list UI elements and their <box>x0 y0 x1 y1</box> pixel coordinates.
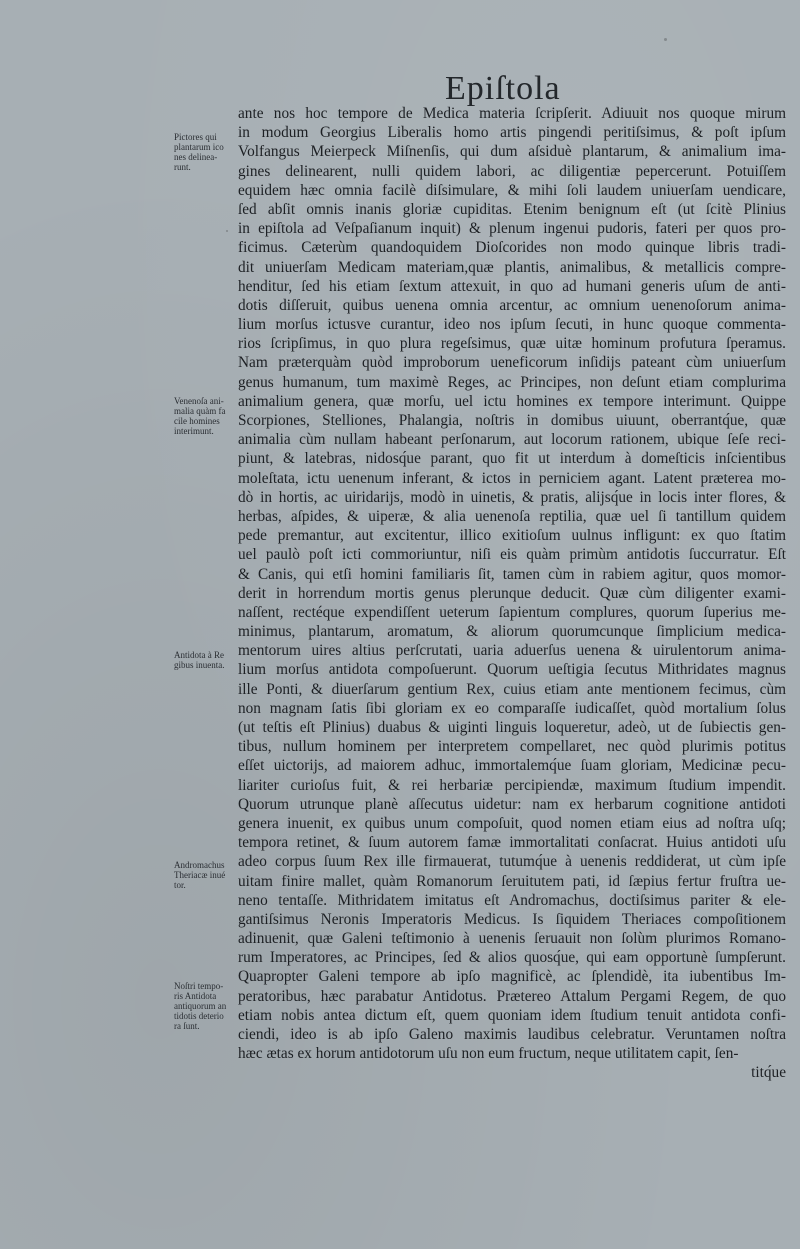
margin-note-line: malia quàm fa <box>174 406 226 416</box>
catchword: titq́ue <box>751 1064 786 1082</box>
margin-note-andromachus <box>174 860 236 890</box>
margin-note-line: Venenoſa ani- <box>174 396 224 406</box>
text-line: in modum Georgius Liberalis homo artis pingendi peritiſsimus, & poſt ipſum <box>238 124 786 142</box>
text-line: lium morſus antidota compoſuerunt. Quorum ueſtigia ſecutus Mithridates magnus <box>238 661 786 679</box>
text-line: derit in horrendum mortis genus plerunque deducit. Quæ cùm diligenter exami- <box>238 584 786 602</box>
text-line: adinuenit, quæ Galeni teſtimonio à uenenis ſeruauit non ſolùm plurimos Romano- <box>238 930 786 948</box>
text-line: pede premantur, aut excitentur, illico exitioſum uulnus infligunt: ex quo ſtatim <box>238 527 786 545</box>
text-line: piunt, & latebras, nidosq́ue parant, quo fit ut interdum à domeſticis inſcientibus <box>238 450 786 468</box>
text-line: tempora retinet, & ſuum autorem famæ immortalitati conſacrat. Huius antidoti uſu <box>238 834 786 852</box>
text-line: & Canis, qui etſi homini familiaris ſit, tamen cùm in rabiem agitur, quos momor- <box>238 565 786 583</box>
body-text <box>238 104 786 1083</box>
text-line: dò in hortis, ac uiridarijs, modò in uinetis, & pratis, alijsq́ue in locis inter flores, & <box>238 488 786 506</box>
margin-note-line: Pictores qui <box>174 132 217 142</box>
text-line: hæc ætas ex horum antidotorum uſu non eum fructum, neque utilitatem capit, ſen- <box>238 1045 739 1063</box>
text-line: etiam nobis antea dictum eſt, quem quoniam idem ſtudium tenuit antidota confi- <box>238 1006 786 1024</box>
text-line: Quorum utrunque planè aſſecutus uidetur: nam ex herbarum cognitione antidoti <box>238 795 786 813</box>
text-line: ficimus. Cæterùm quandoquidem Dioſcorides non modo quinque libris tradi- <box>238 239 786 257</box>
text-line: ſed abſit omnis inanis gloriæ cupiditas. Etenim benignum eſt (ut ſcitè Plinius <box>238 200 786 218</box>
text-line: animalia cùm nullam habeant perſonarum, aut locorum rationem, ubique ſeſe reci- <box>238 431 786 449</box>
margin-note-line: ris Antidota <box>174 991 217 1001</box>
text-line: lium morſus ictusve curantur, ideo nos ipſum ſecuti, in hunc quoque commenta- <box>238 316 786 334</box>
margin-note-line: tidotis deterio <box>174 1011 224 1021</box>
margin-note-line: nes delinea- <box>174 152 218 162</box>
paper-speck <box>226 230 228 232</box>
margin-note-painters <box>174 132 236 172</box>
margin-note-line: Andromachus <box>174 860 225 870</box>
text-line: naſſent, rectéque expendiſſent ueterum ſapientum complures, quorum ſuperius me- <box>238 603 786 621</box>
text-line: genus humanum, tum maximè Reges, ac Principes, non deſunt etiam complurima <box>238 373 786 391</box>
text-line: henditur, ſed his etiam ſextum attexuit, in quo ad humani generis uſum de anti- <box>238 277 786 295</box>
text-line: uitam finire mallet, quàm Romanorum ſeruitutem pati, id ſæpius fertur fruſtra ue- <box>238 872 786 890</box>
text-line: rum Imperatores, ac Principes, ſed & alios quosq́ue, qui eam opportunè ſumpſerunt. <box>238 949 786 967</box>
margin-note-venomous-animals <box>174 396 236 436</box>
paper-speck <box>664 38 667 41</box>
text-line: ille Ponti, & diuerſarum gentium Rex, cuius etiam ante mentionem fecimus, cùm <box>238 680 786 698</box>
text-line: dotis diſſeruit, quibus uenena omnia arcentur, ac omnium uenenoſorum anima- <box>238 296 786 314</box>
margin-note-antidotes-kings <box>174 650 236 670</box>
text-line: Quapropter Galeni tempore ab ipſo magnificè, ac ſplendidè, ita iubentibus Im- <box>238 968 786 986</box>
margin-note-line: gibus inuenta. <box>174 660 225 670</box>
text-line: eſſet uictorijs, ad maiorem adhuc, immortalemq́ue ſuam gloriam, Medicinæ pecu- <box>238 757 786 775</box>
text-line: tibus, nullum hominem per interpretem compellaret, nec quòd plurimis potitus <box>238 738 786 756</box>
margin-note-line: Noſtri tempo- <box>174 981 224 991</box>
margin-note-line: tor. <box>174 880 186 890</box>
running-head: Epiſtola <box>445 70 561 107</box>
text-line: dit uniuerſam Medicam materiam,quæ plantis, animalibus, & metallicis compre- <box>238 258 786 276</box>
text-line: ante nos hoc tempore de Medica materia ſcripſerit. Adiuuit nos quoque mirum <box>238 105 786 122</box>
text-line: genera inuenit, ex quibus unum compoſuit, quod nomen etiam eius ad noſtra uſq; <box>238 814 786 832</box>
text-line: animalium genera, quæ morſu, uel ictu homines ex tempore interimunt. Quippe <box>238 392 786 410</box>
text-line: neno tentaſſe. Mithridatem imitatus eſt Andromachus, doctiſsimus pariter & ele- <box>238 891 786 909</box>
margin-note-modern-antidotes <box>174 981 236 1031</box>
text-line: ciendi, ideo is ab ipſo Galeno maximis laudibus celebratur. Veruntamen noſtra <box>238 1026 786 1043</box>
margin-note-line: Theriacæ inué <box>174 870 226 880</box>
text-line: in epiſtola ad Veſpaſianum inquit) & plenum ingenui pudoris, fateri per quos pro- <box>238 220 786 238</box>
text-line: minimus, plantarum, aromatum, & aliorum quorumcunque ſimplicium medica- <box>238 623 786 641</box>
text-line: equidem hæc omnia facilè diſsimulare, & mihi ſoli laudem uniuerſam uendicare, <box>238 181 786 199</box>
text-line: Volfangus Meierpeck Miſnenſis, qui dum aſsiduè plantarum, & animalium ima- <box>238 143 786 161</box>
text-line: uel paulò poſt icti commoriuntur, niſi eis quàm primùm antidotis ſuccurratur. Eſt <box>238 546 786 564</box>
text-line: non magnam ſatis ſibi gloriam ex eo comparaſſe iudicaſſet, quòd mortalium ſolus <box>238 699 786 717</box>
text-line: (ut teſtis eſt Plinius) duabus & uiginti linguis loqueretur, adeò, ut de ſubiectis gen- <box>238 719 786 736</box>
text-line: Nam præterquàm quòd improborum ueneficorum inſidijs pateant cùm uniuerſum <box>238 354 786 372</box>
text-line: liariter curioſus fuit, & rei herbariæ percipiendæ, maximum ſtudium impendit. <box>238 776 786 794</box>
margin-note-line: ra ſunt. <box>174 1021 200 1031</box>
margin-note-line: runt. <box>174 162 191 172</box>
text-line: gantiſsimus Neronis Imperatoris Medicus. Is ſiquidem Theriaces compoſitionem <box>238 910 786 928</box>
text-line: rios ſcripſimus, in quo plura regeſsimus, quæ uitæ hominum profutura ſperamus. <box>238 335 786 353</box>
text-line: mentorum uires altius perſcrutati, uaria aduerſus uenena & uirulentorum anima- <box>238 642 786 660</box>
text-line: adeo corpus ſuum Rex ille firmauerat, tutumq́ue à uenenis reddiderat, ut cùm ipſe <box>238 853 786 871</box>
margin-note-line: plantarum ico <box>174 142 224 152</box>
margin-note-line: antiquorum an <box>174 1001 227 1011</box>
text-line: Scorpiones, Stelliones, Phalangia, noſtris in domibus uiuunt, oberrantq́ue, quæ <box>238 412 786 429</box>
text-line: gines delinearent, nulli quidem labori, ac diligentiæ pepercerunt. Potuiſſem <box>238 162 786 180</box>
text-line: moleſtata, ictu uenenum inferant, & ictos in perniciem agant. Latent præterea mo- <box>238 469 786 487</box>
text-line: herbas, aſpides, & uiperæ, & alia uenenoſa reptilia, quæ uel ſi tantillum quidem <box>238 507 786 525</box>
margin-note-line: interimunt. <box>174 426 214 436</box>
text-line: peratoribus, hæc parabatur Antidotus. Prætereo Attalum Pergami Regem, de quo <box>238 987 786 1005</box>
margin-note-line: Antidota à Re <box>174 650 224 660</box>
margin-note-line: cile homines <box>174 416 220 426</box>
